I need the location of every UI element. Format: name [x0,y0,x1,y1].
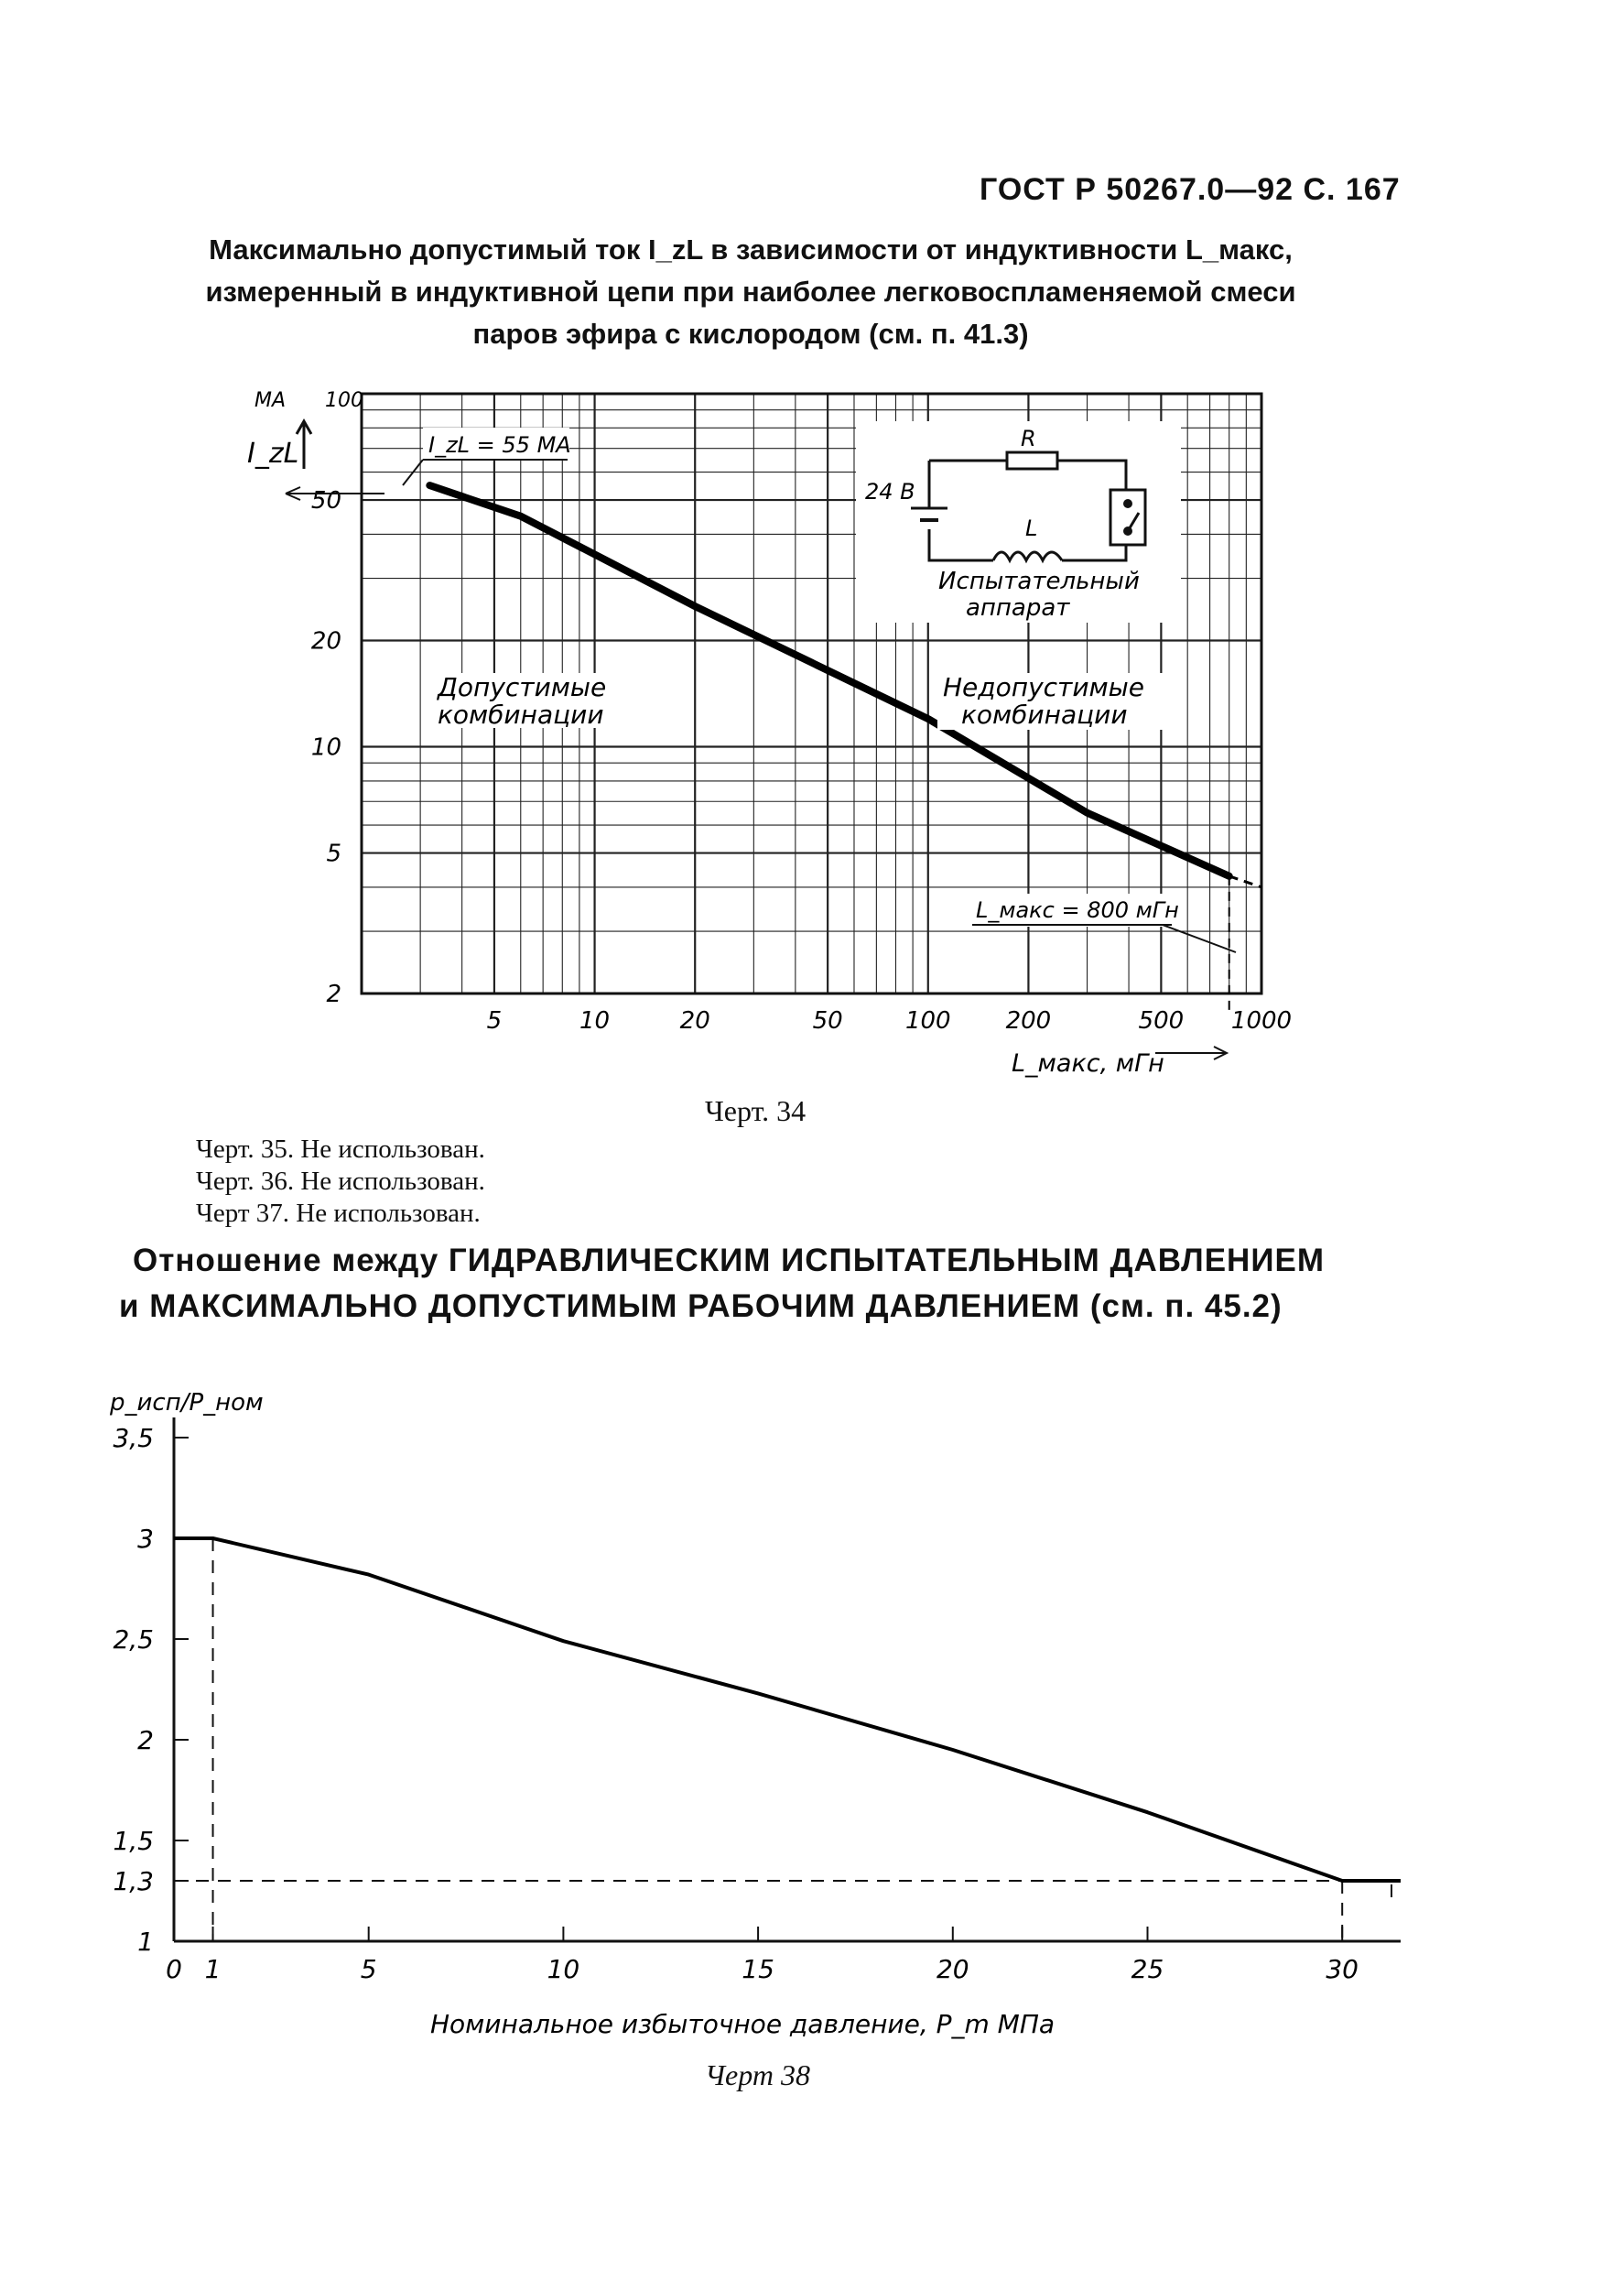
series-line [174,1538,1401,1881]
circuit-diagram [856,421,1181,623]
chart38-caption: Черт 38 [705,2058,810,2091]
region-left-line: Допустимые [438,672,607,702]
x-tick-label: 100 [904,1007,951,1035]
x-axis-label: L_макс, мГн [1012,1049,1164,1078]
y-tick-label: 50 [310,487,341,516]
chart38-title [119,1238,1437,1330]
x-axis-arrow-icon [1155,1047,1227,1059]
test-apparatus-icon [1110,490,1145,545]
y-unit-label: MA [254,389,287,412]
region-right-line: комбинации [961,700,1128,730]
chart34-title-line: Максимально допустимый ток I_zL в зависимости от индуктивности L_макс, [209,233,1293,266]
lmax-annotation: L_макс = 800 мГн [976,897,1179,923]
x-tick-label: 200 [1005,1007,1052,1035]
y-tick-label: 1,3 [113,1866,154,1896]
chart38-title-line: и МАКСИМАЛЬНО ДОПУСТИМЫМ РАБОЧИМ ДАВЛЕНИЕМ (см. п. 45.2) [119,1288,1283,1324]
series-extension [1229,876,1261,887]
chart38-series [174,1538,1401,1881]
x-tick-label: 10 [579,1007,611,1035]
x-tick-label: 30 [1326,1954,1359,1984]
chart38-ticks [113,1423,1359,1984]
contact-icon [1123,499,1132,508]
apparatus-label: аппарат [966,594,1070,622]
circuit-r-label: R [1021,426,1036,451]
resistor-icon [1007,452,1057,469]
x-tick-label: 5 [360,1954,377,1984]
region-left-line: комбинации [438,700,604,730]
y-tick-label: 5 [326,840,341,868]
x-tick-label: 500 [1138,1007,1185,1035]
chart34-title-line: паров эфира с кислородом (см. п. 41.3) [472,318,1029,350]
lmax-leader [1163,925,1236,952]
x-tick-label: 15 [742,1954,774,1984]
chart34 [0,0,1624,1126]
chart38-guides [174,1538,1342,1941]
y-tick-label: 3 [137,1524,154,1554]
x-axis-label: Номинальное избыточное давление, P_m МПа [430,2009,1056,2039]
x-tick-label: 50 [812,1007,843,1035]
x-tick-label: 20 [936,1954,969,1984]
y-tick-label: 1 [137,1927,154,1957]
y-tick-label: 2 [326,981,341,1008]
y-axis-label: I_zL [247,438,299,470]
note-line: Черт. 35. Не использован. [196,1135,485,1164]
y-tick-label: 10 [310,733,341,762]
y-tick-label: 3,5 [113,1423,154,1453]
izl-annotation: I_zL = 55 MA [428,432,571,458]
document-code: ГОСТ Р 50267.0—92 С. 167 [980,172,1401,207]
circuit-l-label: L [1025,516,1038,541]
y-axis-label: p_исп/P_ном [110,1389,264,1417]
chart34-caption: Черт. 34 [705,1094,807,1127]
note-line: Черт. 36. Не использован. [196,1167,485,1196]
chart38-axes [174,1417,1401,1941]
y-axis-arrow-icon [297,421,311,469]
note-line: Черт 37. Не использован. [196,1199,481,1228]
chart38-title-line: Отношение между ГИДРАВЛИЧЕСКИМ ИСПЫТАТЕЛЬНЫМ ДАВЛЕНИЕМ [133,1243,1325,1278]
y-tick-label: 2,5 [113,1624,154,1655]
notes-block [196,1134,485,1230]
y-top-tick: 100 [325,389,363,412]
x-tick-label: 10 [547,1954,580,1984]
chart38 [0,1355,1624,2179]
y-tick-label: 2 [137,1725,154,1755]
x-tick-label: 0 [166,1954,182,1984]
x-tick-label: 5 [486,1007,503,1035]
x-tick-label: 1000 [1230,1007,1293,1035]
chart34-title-line: измеренный в индуктивной цепи при наиболее легковоспламеняемой смеси [205,276,1296,308]
y-tick-label: 20 [310,627,341,656]
y-tick-label: 1,5 [113,1826,154,1856]
x-tick-label: 25 [1131,1954,1164,1984]
region-right-line: Недопустимые [943,672,1145,702]
circuit-voltage-label: 24 В [865,479,915,505]
apparatus-label: Испытательный [938,568,1140,595]
x-tick-label: 20 [679,1007,710,1035]
x-tick-label: 1 [204,1954,222,1984]
